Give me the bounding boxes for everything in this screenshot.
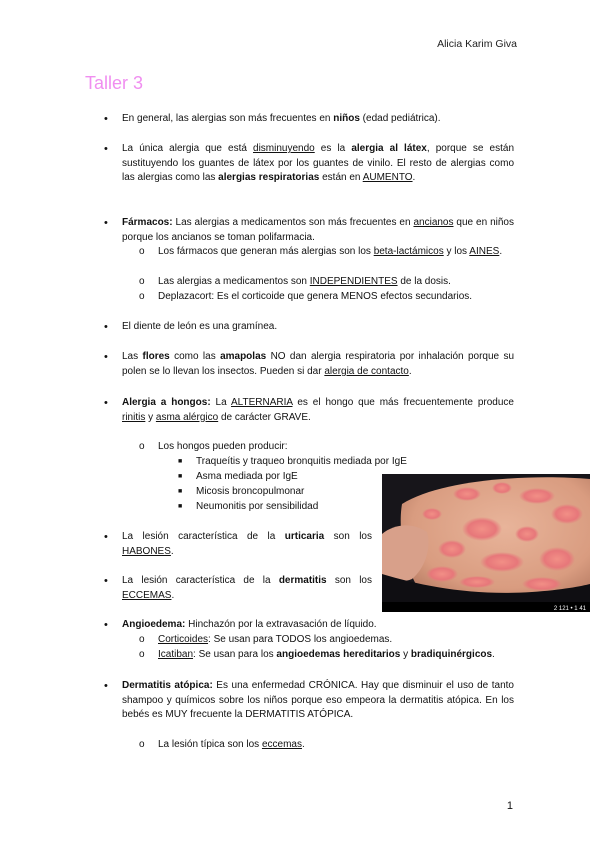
bullet-icon: • (104, 619, 108, 631)
page-number: 1 (506, 800, 513, 812)
bullet-icon: • (104, 397, 108, 409)
sub-bullet-icon: o (139, 441, 145, 452)
bullet-2: La única alergia que está disminuyendo es la alergia al látex, porque se están sustituyendo los guantes de látex por los guantes de vinilo. El resto de alergias como las alergias como las alergias respiratorias están en AUMENTO. (122, 143, 515, 184)
bullet-10: Dermatitis atópica: Es una enfermedad CRÓNICA. Hay que disminuir el uso de tanto shampoo y químicos sobre los niños porque eso empeora la dermatitis atópica. En los bebés es MUY frecuente la DERMATITIS ATÓPICA. (122, 680, 514, 721)
sub-bullet-icon: o (139, 291, 145, 302)
bullet-5: Las flores como las amapolas NO dan alergia respiratoria por inhalación porque su polen se lo llevan los insectos. Pueden si dar alergia de contacto. (122, 351, 515, 377)
list-item: Traqueítis y traqueo bronquitis mediada por IgE (196, 456, 407, 467)
photo-caption: 2 121 • 1 41 (553, 606, 586, 612)
bullet-icon: • (104, 351, 108, 363)
bullet-9: Angioedema: Hinchazón por la extravasación de líquido. (122, 619, 377, 630)
sub-bullet: Los fármacos que generan más alergias son los beta-lactámicos y los AINES. (158, 246, 503, 257)
sub-bullet: Los hongos pueden producir: (158, 441, 288, 452)
bullet-icon: • (104, 531, 108, 543)
list-item: Micosis broncopulmonar (196, 486, 305, 497)
square-bullet-icon: ■ (178, 473, 183, 480)
sub-bullet-icon: o (139, 649, 145, 660)
bullet-7: La lesión característica de la urticaria son los HABONES. (122, 531, 372, 557)
bullet-icon: • (104, 575, 108, 587)
header-author: Alicia Karim Giva (437, 38, 517, 50)
sub-bullet: Icatiban: Se usan para los angioedemas hereditarios y bradiquinérgicos. (158, 649, 495, 660)
sub-bullet: La lesión típica son los eccemas. (158, 739, 305, 750)
square-bullet-icon: ■ (178, 503, 183, 510)
sub-bullet-icon: o (139, 276, 145, 287)
bullet-icon: • (104, 321, 108, 333)
sub-bullet-icon: o (139, 634, 145, 645)
bullet-4: El diente de león es una gramínea. (122, 321, 278, 332)
sub-bullet: Las alergias a medicamentos son INDEPENDIENTES de la dosis. (158, 276, 451, 287)
urticaria-photo (382, 474, 590, 612)
sub-bullet: Deplazacort: Es el corticoide que genera MENOS efectos secundarios. (158, 291, 473, 302)
bullet-icon: • (104, 113, 108, 125)
page-title: Taller 3 (85, 73, 144, 93)
bullet-3: Fármacos: Las alergias a medicamentos son más frecuentes en ancianos que en niños porque los ancianos se toman polifarmacia. (122, 217, 514, 243)
bullet-8: La lesión característica de la dermatitis son los ECCEMAS. (122, 575, 372, 601)
square-bullet-icon: ■ (178, 488, 183, 495)
sub-bullet-icon: o (139, 246, 145, 257)
bullet-6: Alergia a hongos: La ALTERNARIA es el hongo que más frecuentemente produce rinitis y asma alérgico de carácter GRAVE. (122, 397, 514, 423)
bullet-1: En general, las alergias son más frecuentes en niños (edad pediátrica). (122, 113, 441, 124)
list-item: Asma mediada por IgE (196, 471, 298, 482)
sub-bullet: Corticoides: Se usan para TODOS los angioedemas. (158, 634, 393, 645)
bullet-icon: • (104, 680, 108, 692)
bullet-icon: • (104, 217, 108, 229)
sub-bullet-icon: o (139, 739, 145, 750)
bullet-icon: • (104, 143, 108, 155)
list-item: Neumonitis por sensibilidad (196, 501, 319, 512)
square-bullet-icon: ■ (178, 458, 183, 465)
